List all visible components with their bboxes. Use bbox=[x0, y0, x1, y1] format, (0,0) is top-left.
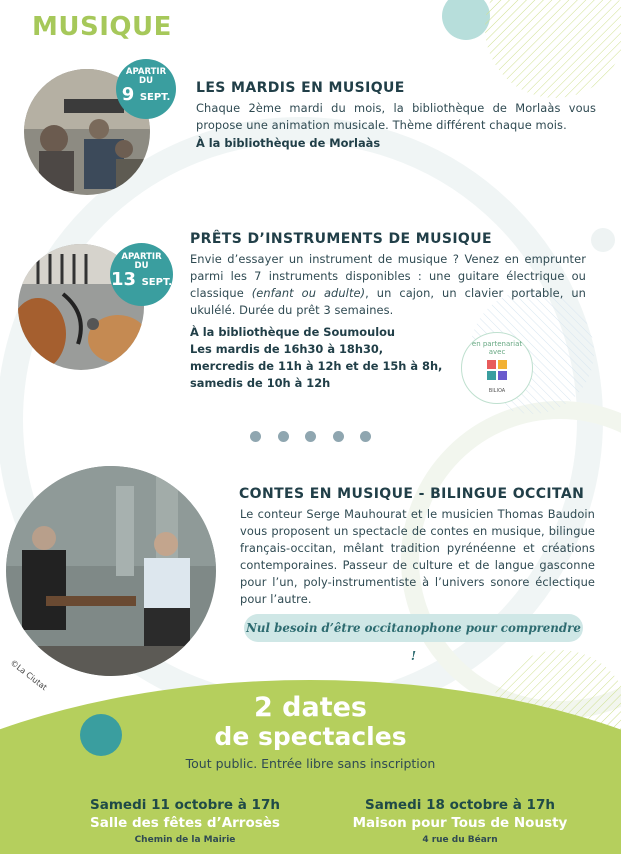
spectacle-venue: Salle des fêtes d’Arrosès bbox=[90, 815, 280, 831]
badge-line2: DU bbox=[134, 260, 149, 271]
event-2-location-line: Les mardis de 16h30 à 18h30, bbox=[190, 342, 384, 356]
spectacle-address: Chemin de la Mairie bbox=[134, 835, 236, 845]
spectacle-venue: Maison pour Tous de Nousty bbox=[352, 815, 568, 831]
event-3-photo bbox=[6, 466, 216, 676]
event-2-title: PRÊTS D’INSTRUMENTS DE MUSIQUE bbox=[190, 231, 492, 247]
event-1-description: Chaque 2ème mardi du mois, la bibliothèque de Morlaàs vous propose une animation musicale. Thème différent chaque mois. bbox=[196, 101, 596, 132]
event-2-location-line: samedis de 10h à 12h bbox=[190, 376, 331, 390]
badge-line2: DU bbox=[139, 75, 153, 86]
spectacles-title-line1: 2 dates bbox=[253, 692, 368, 723]
partner-line1: en partenariat bbox=[471, 340, 523, 348]
separator-dot bbox=[250, 431, 261, 442]
separator-dot bbox=[278, 431, 289, 442]
section-title: MUSIQUE bbox=[32, 12, 172, 42]
partner-line2: avec bbox=[488, 348, 506, 356]
event-2-location bbox=[190, 324, 442, 392]
event-2-description-part1: Envie d’essayer un instrument de musique ? Venez en emprunter parmi les 7 instruments disponibles : une guitare électrique ou classique bbox=[190, 252, 586, 300]
spectacle-date-2 bbox=[335, 797, 585, 845]
spectacles-subtitle: Tout public. Entrée libre sans inscription bbox=[185, 756, 436, 771]
event-2-date-badge bbox=[110, 243, 173, 306]
event-1-location: À la bibliothèque de Morlaàs bbox=[196, 136, 381, 150]
badge-day: 9 bbox=[121, 83, 135, 105]
event-3-title: CONTES EN MUSIQUE - BILINGUE OCCITAN bbox=[239, 486, 585, 502]
badge-month: SEPT. bbox=[139, 91, 171, 103]
event-1-date-badge bbox=[116, 59, 176, 119]
spectacle-date-1 bbox=[70, 797, 300, 845]
partner-badge bbox=[461, 332, 533, 404]
badge-day: 13 bbox=[110, 268, 136, 290]
event-2-description bbox=[190, 251, 586, 319]
partner-logo-icon bbox=[485, 358, 509, 382]
badge-month: SEPT. bbox=[141, 276, 173, 288]
event-3-description: Le conteur Serge Mauhourat et le musicien Thomas Baudoin vous proposent un spectacle de contes en musique, bilingue français-occitan, mêlant tradition pyrénéenne et créations contemporaines. Passeur de culture et de langue gasconne pour l’un, poly-instrumentiste à l’univers sonore éclectique pour l’autre. bbox=[240, 507, 595, 606]
event-2-location-line: À la bibliothèque de Soumoulou bbox=[190, 325, 396, 339]
event-2-location-line: mercredis de 11h à 12h et de 15h à 8h, bbox=[190, 359, 443, 373]
event-2-description-part2: , un cajon, un clavier portable, un ukulélé. Durée du prêt 3 semaines. bbox=[190, 286, 586, 317]
photo-credit: ©La Ciutat bbox=[8, 658, 49, 693]
event-2-description-italic: (enfant ou adulte) bbox=[251, 286, 366, 300]
event-3-highlight: Nul besoin d’être occitanophone pour comprendre ! bbox=[244, 614, 583, 642]
badge-line1: APARTIR bbox=[121, 252, 162, 262]
spectacle-date: Samedi 11 octobre à 17h bbox=[90, 797, 280, 813]
spectacle-address: 4 rue du Béarn bbox=[422, 835, 498, 845]
separator-dot bbox=[360, 431, 371, 442]
badge-line1: APARTIR bbox=[125, 67, 167, 77]
partner-logo-text: BILIOA bbox=[488, 388, 506, 394]
separator-dot bbox=[333, 431, 344, 442]
separator-dot bbox=[305, 431, 316, 442]
separator-dots bbox=[250, 431, 371, 442]
spectacle-date: Samedi 18 octobre à 17h bbox=[365, 797, 555, 813]
spectacles-title-line2: de spectacles bbox=[214, 722, 407, 751]
event-1-title: LES MARDIS EN MUSIQUE bbox=[196, 80, 405, 96]
